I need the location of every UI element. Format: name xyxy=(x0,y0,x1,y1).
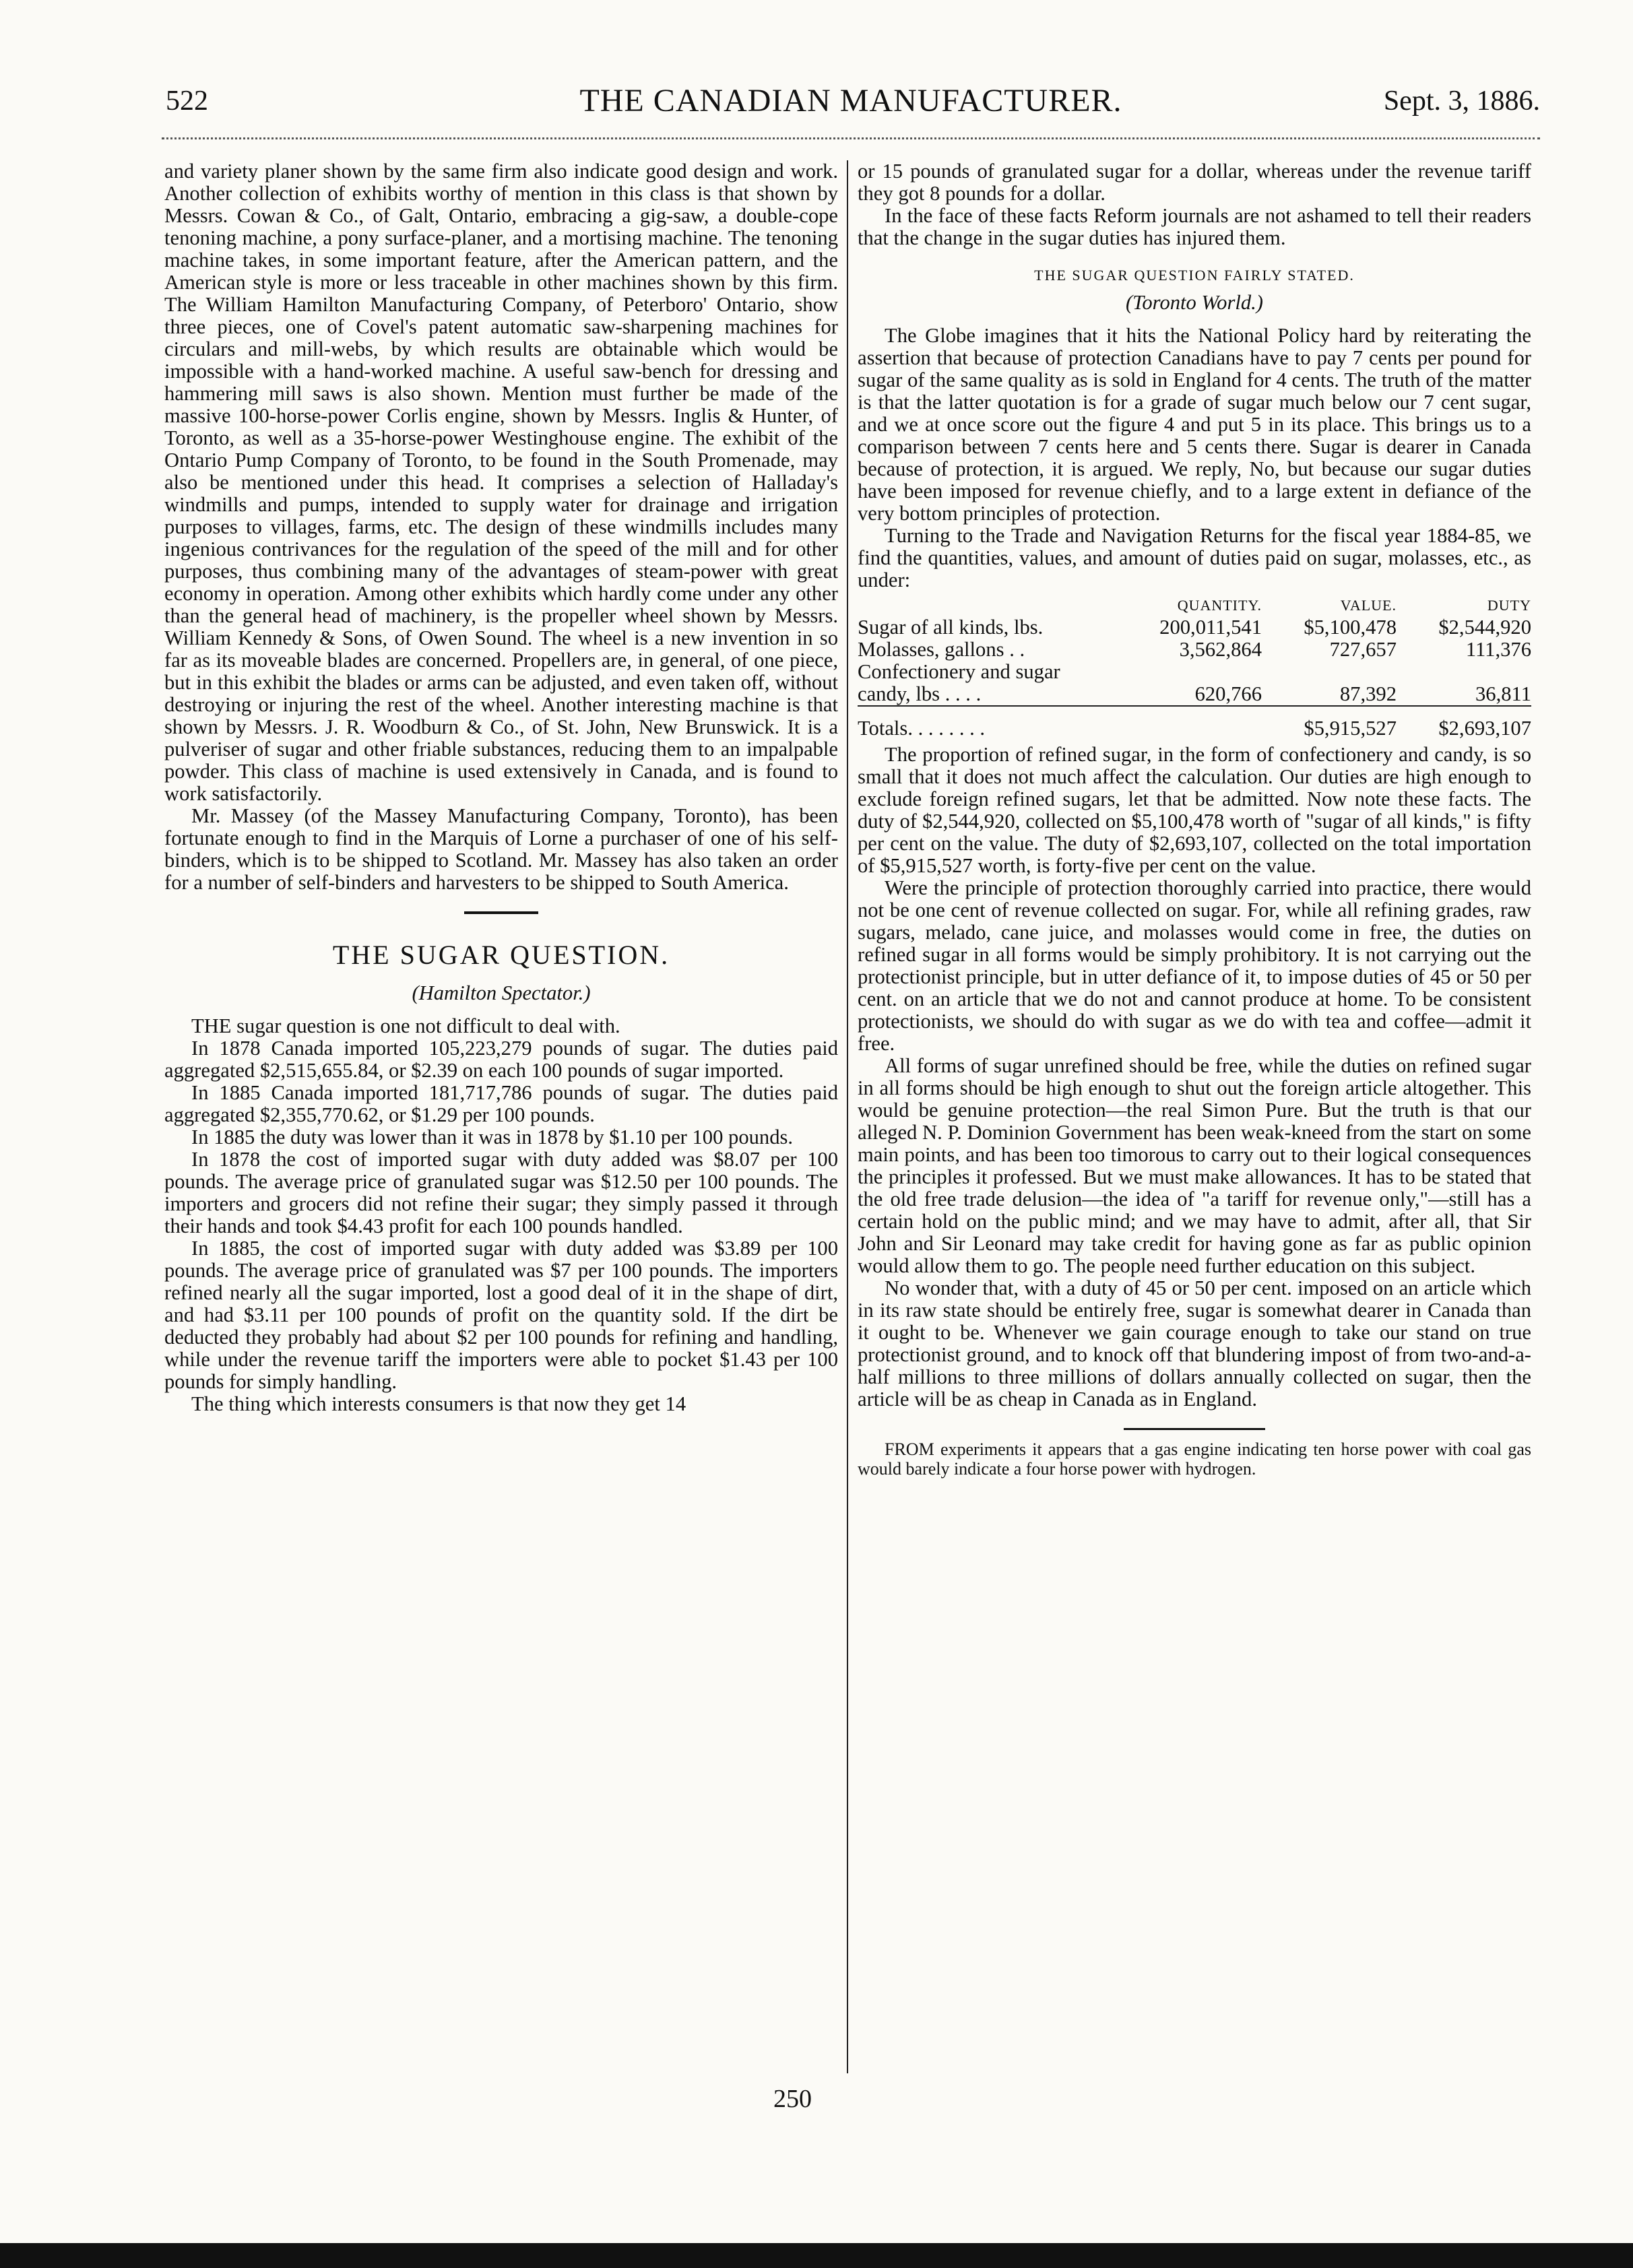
continued-paragraph: or 15 pounds of granulated sugar for a dollar, whereas under the revenue tariff they got 8 pounds for a dollar. xyxy=(858,160,1531,205)
fairly-stated-source: (Toronto World.) xyxy=(1125,291,1263,314)
returns-paragraph: Turning to the Trade and Navigation Returns for the fiscal year 1884-85, we find the quantities, values, and amount of duties paid on sugar, molasses, etc., as under: xyxy=(858,524,1531,591)
scan-edge-band xyxy=(0,2243,1633,2268)
value-cell: 727,657 xyxy=(1329,638,1397,661)
table-row xyxy=(858,639,1531,661)
quantity-cell: 3,562,864 xyxy=(1179,638,1262,661)
unrefined-paragraph: All forms of sugar unrefined should be free, while the duties on refined sugar in all forms should be high enough to shut out the foreign article altogether. This would be genuine protection—the real Simon Pure. But the truth is that our alleged N. P. Dominion Government has been weak-kneed from the start on some main points, and has been too timorous to carry out to their logical consequences the principles it professed. But we must make allowances. It has to be stated that the old free trade delusion—the idea of "a tariff for revenue only,"—still has a certain hold on the public mind; and we may have to admit, after all, that Sir John and Sir Leonard may take credit for having gone as far as public opinion would allow them to go. The people need further education on this subject. xyxy=(858,1054,1531,1277)
duty-cell: $2,544,920 xyxy=(1438,616,1531,639)
total-value-cell: $5,915,527 xyxy=(1262,706,1397,740)
fairly-stated-heading: THE SUGAR QUESTION FAIRLY STATED. xyxy=(1034,267,1355,284)
proportion-paragraph: The proportion of refined sugar, in the form of confectionery and candy, is so small that it does not much affect the calculation. Our duties are high enough to exclude foreign refined sugars, let that be admitted. Now note these facts. The duty of $2,544,920, collected on $5,100,478 worth of "sugar of all kinds," is fifty per cent on the value. The duty of $2,693,107, collected on the total importation of $5,915,527 worth, is forty-five per cent on the value. xyxy=(858,743,1531,877)
duties-table xyxy=(858,591,1531,740)
column-header: QUANTITY. xyxy=(1177,597,1262,614)
page-folio: 250 xyxy=(773,2085,812,2113)
exhibits-paragraph: and variety planer shown by the same firm also indicate good design and work. Another collection of exhibits worthy of mention in this class is that shown by Messrs. Cowan & Co., of Galt, Ontario, embracing a gig-saw, a double-cope tenoning machine, a pony surface-planer, and a mortising machine. The tenoning machine takes, in some important feature, after the American pattern, and the American style is more or less traceable in other machines shown by this firm. The William Hamilton Manufacturing Company, of Peterboro' Ontario, show three pieces, one of Covel's patent automatic saw-sharpening machines for circulars and mill-webs, by which results are obtainable which would be impossible with a hand-worked machine. A useful saw-bench for dressing and hammering mill saws is also shown. Mention must further be made of the massive 100-horse-power Corlis engine, shown by Messrs. Inglis & Hunter, of Toronto, as well as a 35-horse-power Westinghouse engine. The exhibit of the Ontario Pump Company of Toronto, to be found in the South Promenade, may also be mentioned under this head. It comprises a selection of Halladay's windmills and pumps, intended to supply water for drainage and irrigation purposes to villages, farms, etc. The design of these windmills includes many ingenious contrivances for the regulation of the speed of the mill and for other purposes, thus combining many of the advantages of steam-power with great economy in operation. Among other exhibits which hardly come under any other than the general head of machinery, is the propeller wheel shown by Messrs. William Kennedy & Sons, of Owen Sound. The wheel is a new invention in so far as its moveable blades are concerned. Propellers are, in general, of one piece, but in this exhibit the blades or arms can be adjusted, and even taken off, without destroying or injuring the rest of the wheel. Another interesting machine is that shown by Messrs. J. R. Woodburn & Co., of St. John, New Brunswick. It is a pulveriser of sugar and other friable substances, reducing them to an impalpable powder. This class of machine is used extensively in Canada, and is found to work satisfactorily. xyxy=(164,160,838,805)
page-header xyxy=(162,82,1540,129)
sugar-paragraph: In 1885 Canada imported 181,717,786 pounds of sugar. The duties paid aggregated $2,355,770.62, or $1.29 per 100 pounds. xyxy=(164,1081,838,1126)
journal-title: THE CANADIAN MANUFACTURER. xyxy=(579,83,1122,119)
sugar-paragraph: In 1885, the cost of imported sugar with duty added was $3.89 per 100 pounds. The average price of granulated was $7 per 100 pounds. The importers refined nearly all the sugar imported, lost a good deal of it in the shape of dirt, and had $3.11 per 100 pounds of profit on the quantity sold. If the dirt be deducted they probably had about $2 per 100 pounds for refining and handling, while under the revenue tariff the importers were able to pocket $1.43 per 100 pounds for simply handling. xyxy=(164,1237,838,1393)
quantity-cell: 200,011,541 xyxy=(1159,616,1262,639)
gas-engine-note: FROM experiments it appears that a gas engine indicating ten horse power with coal gas would barely indicate a four horse power with hydrogen. xyxy=(858,1439,1531,1479)
principle-paragraph: Were the principle of protection thoroughly carried into practice, there would not be one cent of revenue collected on sugar. For, while all refining grades, raw sugars, melado, cane juice, and molasses would come in free, the duties on refined sugar in all forms would be simply prohibitory. It is not carrying out the protectionist principle, but in utter defiance of it, to impose duties of 45 or 50 per cent. on an article that we do not and cannot produce at home. To be consistent protectionists, we should do with sugar as we do with tea and coffee—admit it free. xyxy=(858,876,1531,1055)
sugar-paragraph: THE sugar question is one not difficult to deal with. xyxy=(191,1014,620,1037)
sugar-paragraph: In 1885 the duty was lower than it was in 1878 by $1.10 per 100 pounds. xyxy=(191,1126,794,1148)
sugar-paragraph: In 1878 the cost of imported sugar with duty added was $8.07 per 100 pounds. The average price of granulated sugar was $12.50 per 100 pounds. The importers and grocers did not refine their sugar; they simply passed it through their hands and took $4.43 profit for each 100 pounds handled. xyxy=(164,1148,838,1237)
row-label: Molasses, gallons . . xyxy=(858,638,1025,661)
value-cell: $5,100,478 xyxy=(1304,616,1397,639)
massey-paragraph: Mr. Massey (of the Massey Manufacturing Company, Toronto), has been fortunate enough to find in the Marquis of Lorne a purchaser of one of his self-binders, which is to be shipped to Scotland. Mr. Massey has also taken an order for a number of self-binders and harvesters to be shipped to South America. xyxy=(164,804,838,894)
duty-cell: 111,376 xyxy=(1465,638,1531,661)
no-wonder-paragraph: No wonder that, with a duty of 45 or 50 per cent. imposed on an article which in its raw state should be entirely free, sugar is somewhat dearer in Canada than it ought to be. Whenever we gain courage enough to take our stand on true protectionist ground, and to knock off that blundering impost of from two-and-a-half millions to three millions of dollars annually collected on sugar, then the article will be as cheap in Canada as in England. xyxy=(858,1276,1531,1411)
table-total-row xyxy=(858,706,1531,740)
quantity-cell: 620,766 xyxy=(1194,682,1262,705)
table-header-row xyxy=(858,591,1531,616)
table-row xyxy=(858,661,1531,706)
right-column xyxy=(858,160,1531,1479)
row-label: Sugar of all kinds, lbs. xyxy=(858,616,1044,639)
issue-date: Sept. 3, 1886. xyxy=(1383,86,1540,117)
value-cell: 87,392 xyxy=(1339,682,1397,705)
total-label: Totals. . . . . . . . xyxy=(858,706,1107,740)
column-header: DUTY xyxy=(1487,597,1531,614)
row-label: Confectionery and sugar candy, lbs . . . . xyxy=(858,660,1060,705)
sugar-question-source: (Hamilton Spectator.) xyxy=(412,981,591,1004)
globe-paragraph: The Globe imagines that it hits the National Policy hard by reiterating the assertion that because of protection Canadians have to pay 7 cents per pound for sugar of the same quality as is sold in England for 4 cents. The truth of the matter is that the latter quotation is for a grade of sugar much below our 7 cent sugar, and we at once score out the figure 4 and put 5 in its place. This brings us to a comparison between 7 cents here and 5 cents there. Sugar is dearer in Canada because of protection, it is argued. We reply, No, but because our sugar duties have been imposed for revenue chiefly, and to a large extent in defiance of the very bottom principles of protection. xyxy=(858,324,1531,525)
column-divider xyxy=(847,160,848,2073)
total-duty-cell: $2,693,107 xyxy=(1397,706,1531,740)
sugar-question-title: THE SUGAR QUESTION. xyxy=(332,940,670,970)
duty-cell: 36,811 xyxy=(1475,682,1531,705)
header-rule xyxy=(162,137,1540,139)
table-row xyxy=(858,616,1531,639)
sugar-paragraph: In 1878 Canada imported 105,223,279 pounds of sugar. The duties paid aggregated $2,515,655.84, or $2.39 on each 100 pounds of sugar imported. xyxy=(164,1037,838,1082)
section-divider xyxy=(464,911,538,914)
page-number: 522 xyxy=(166,86,208,117)
column-header: VALUE. xyxy=(1340,597,1397,614)
sugar-paragraph: The thing which interests consumers is that now they get 14 xyxy=(191,1392,686,1415)
reform-paragraph: In the face of these facts Reform journals are not ashamed to tell their readers that the change in the sugar duties has injured them. xyxy=(858,204,1531,249)
left-column xyxy=(164,160,838,1415)
section-divider xyxy=(1124,1428,1265,1430)
